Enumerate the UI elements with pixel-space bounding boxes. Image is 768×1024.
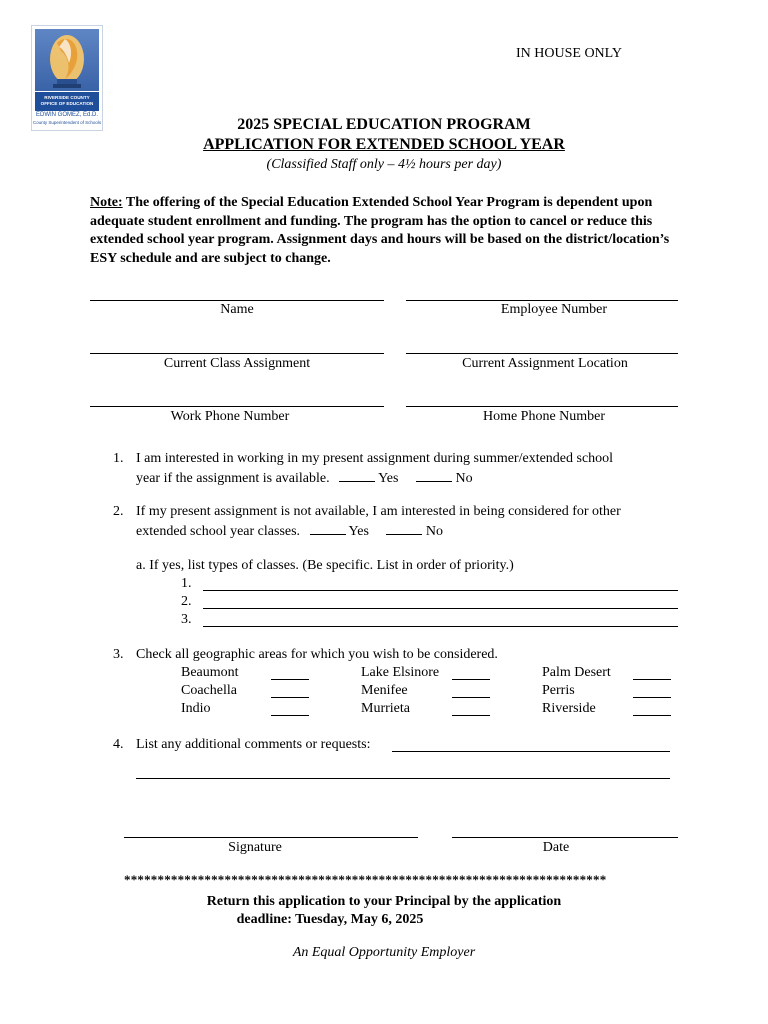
area-murrieta: Murrieta [361,701,410,716]
divider-stars: ************************************************************************ [124,872,607,887]
work-phone-label: Work Phone Number [170,409,290,424]
q1-number: 1. [113,451,124,466]
area-beaumont-blank[interactable] [271,679,309,680]
logo-org-line1: RIVERSIDE COUNTY [44,95,90,100]
q2-line2 [136,522,443,540]
current-location-label: Current Assignment Location [462,356,628,371]
name-line[interactable] [90,300,384,301]
q1-no-label: No [455,471,473,486]
q2-number: 2. [113,504,124,519]
logo-superintendent-title: County Superintendent of Schools [32,120,102,125]
q4-text: List any additional comments or requests: [136,737,371,752]
home-phone-line[interactable] [406,406,678,407]
area-perris: Perris [542,683,575,698]
area-menifee-blank[interactable] [452,697,490,698]
area-riverside: Riverside [542,701,596,716]
logo-org-line2: OFFICE OF EDUCATION [40,101,94,106]
current-location-line[interactable] [406,353,678,354]
area-palm-desert-blank[interactable] [633,679,671,680]
q2a-instruction: a. If yes, list types of classes. (Be specific. List in order of priority.) [136,558,514,573]
area-murrieta-blank[interactable] [452,715,490,716]
page-subtitle-heading [0,136,768,154]
priority-1-line[interactable] [203,590,678,591]
q1-line1: I am interested in working in my present assignment during summer/extended school [136,451,614,466]
area-menifee: Menifee [361,683,408,698]
q2-no-blank[interactable] [386,522,422,535]
priority-1-number: 1. [181,576,192,591]
employee-number-line[interactable] [406,300,678,301]
q2-yes-label: Yes [348,524,369,539]
current-class-label: Current Class Assignment [163,356,311,371]
area-riverside-blank[interactable] [633,715,671,716]
home-phone-label: Home Phone Number [482,409,606,424]
logo-band [35,92,99,111]
q1-no-blank[interactable] [416,469,452,482]
q3-number: 3. [113,647,124,662]
q2-no-label: No [425,524,444,539]
priority-3-line[interactable] [203,626,678,627]
flame-emblem-icon [35,29,99,91]
area-indio: Indio [181,701,211,716]
q2-text: extended school year classes. [136,524,301,539]
area-indio-blank[interactable] [271,715,309,716]
q2-line1: If my present assignment is not available, I am interested in being considered for other [136,504,621,519]
staff-note: (Classified Staff only – 4½ hours per day) [266,157,502,172]
signature-label: Signature [228,840,282,855]
in-house-label: IN HOUSE ONLY [516,46,622,61]
work-phone-line[interactable] [90,406,384,407]
deadline: deadline: Tuesday, May 6, 2025 [236,912,424,927]
q1-line2 [136,469,473,487]
signature-line[interactable] [124,837,418,838]
q3-text: Check all geographic areas for which you wish to be considered. [136,647,498,662]
page-title: 2025 SPECIAL EDUCATION PROGRAM [237,116,531,133]
q2-yes-blank[interactable] [310,522,346,535]
q1-text: year if the assignment is available. [136,471,330,486]
area-lake-elsinore: Lake Elsinore [361,665,440,680]
comments-line-1[interactable] [392,751,670,752]
equal-opportunity-employer: An Equal Opportunity Employer [292,945,476,960]
area-beaumont: Beaumont [181,665,239,680]
area-coachella: Coachella [181,683,237,698]
q1-yes-blank[interactable] [339,469,375,482]
return-instruction: Return this application to your Principal by the application [206,894,562,909]
area-palm-desert: Palm Desert [542,665,611,680]
priority-2-number: 2. [181,594,192,609]
current-class-line[interactable] [90,353,384,354]
note-text: The offering of the Special Education Extended School Year Program is dependent upon adequate student enrollment and funding. The program has the option to cancel or reduce this extended school year program. Assignment days and hours will be based on the district/location’s ESY schedule and are subject to change. [90,195,670,266]
priority-2-line[interactable] [203,608,678,609]
date-label: Date [542,840,570,855]
name-label: Name [220,302,254,317]
note-label: Note: [90,195,123,210]
date-line[interactable] [452,837,678,838]
q4-number: 4. [113,737,124,752]
area-coachella-blank[interactable] [271,697,309,698]
employee-number-label: Employee Number [500,302,608,317]
area-perris-blank[interactable] [633,697,671,698]
q1-yes-label: Yes [378,471,399,486]
area-lake-elsinore-blank[interactable] [452,679,490,680]
comments-line-2[interactable] [136,778,670,779]
application-title: APPLICATION FOR EXTENDED SCHOOL YEAR [203,136,565,153]
logo-superintendent-name: EDWIN GOMEZ, Ed.D. [35,112,98,118]
note-paragraph [90,194,680,268]
priority-3-number: 3. [181,612,192,627]
